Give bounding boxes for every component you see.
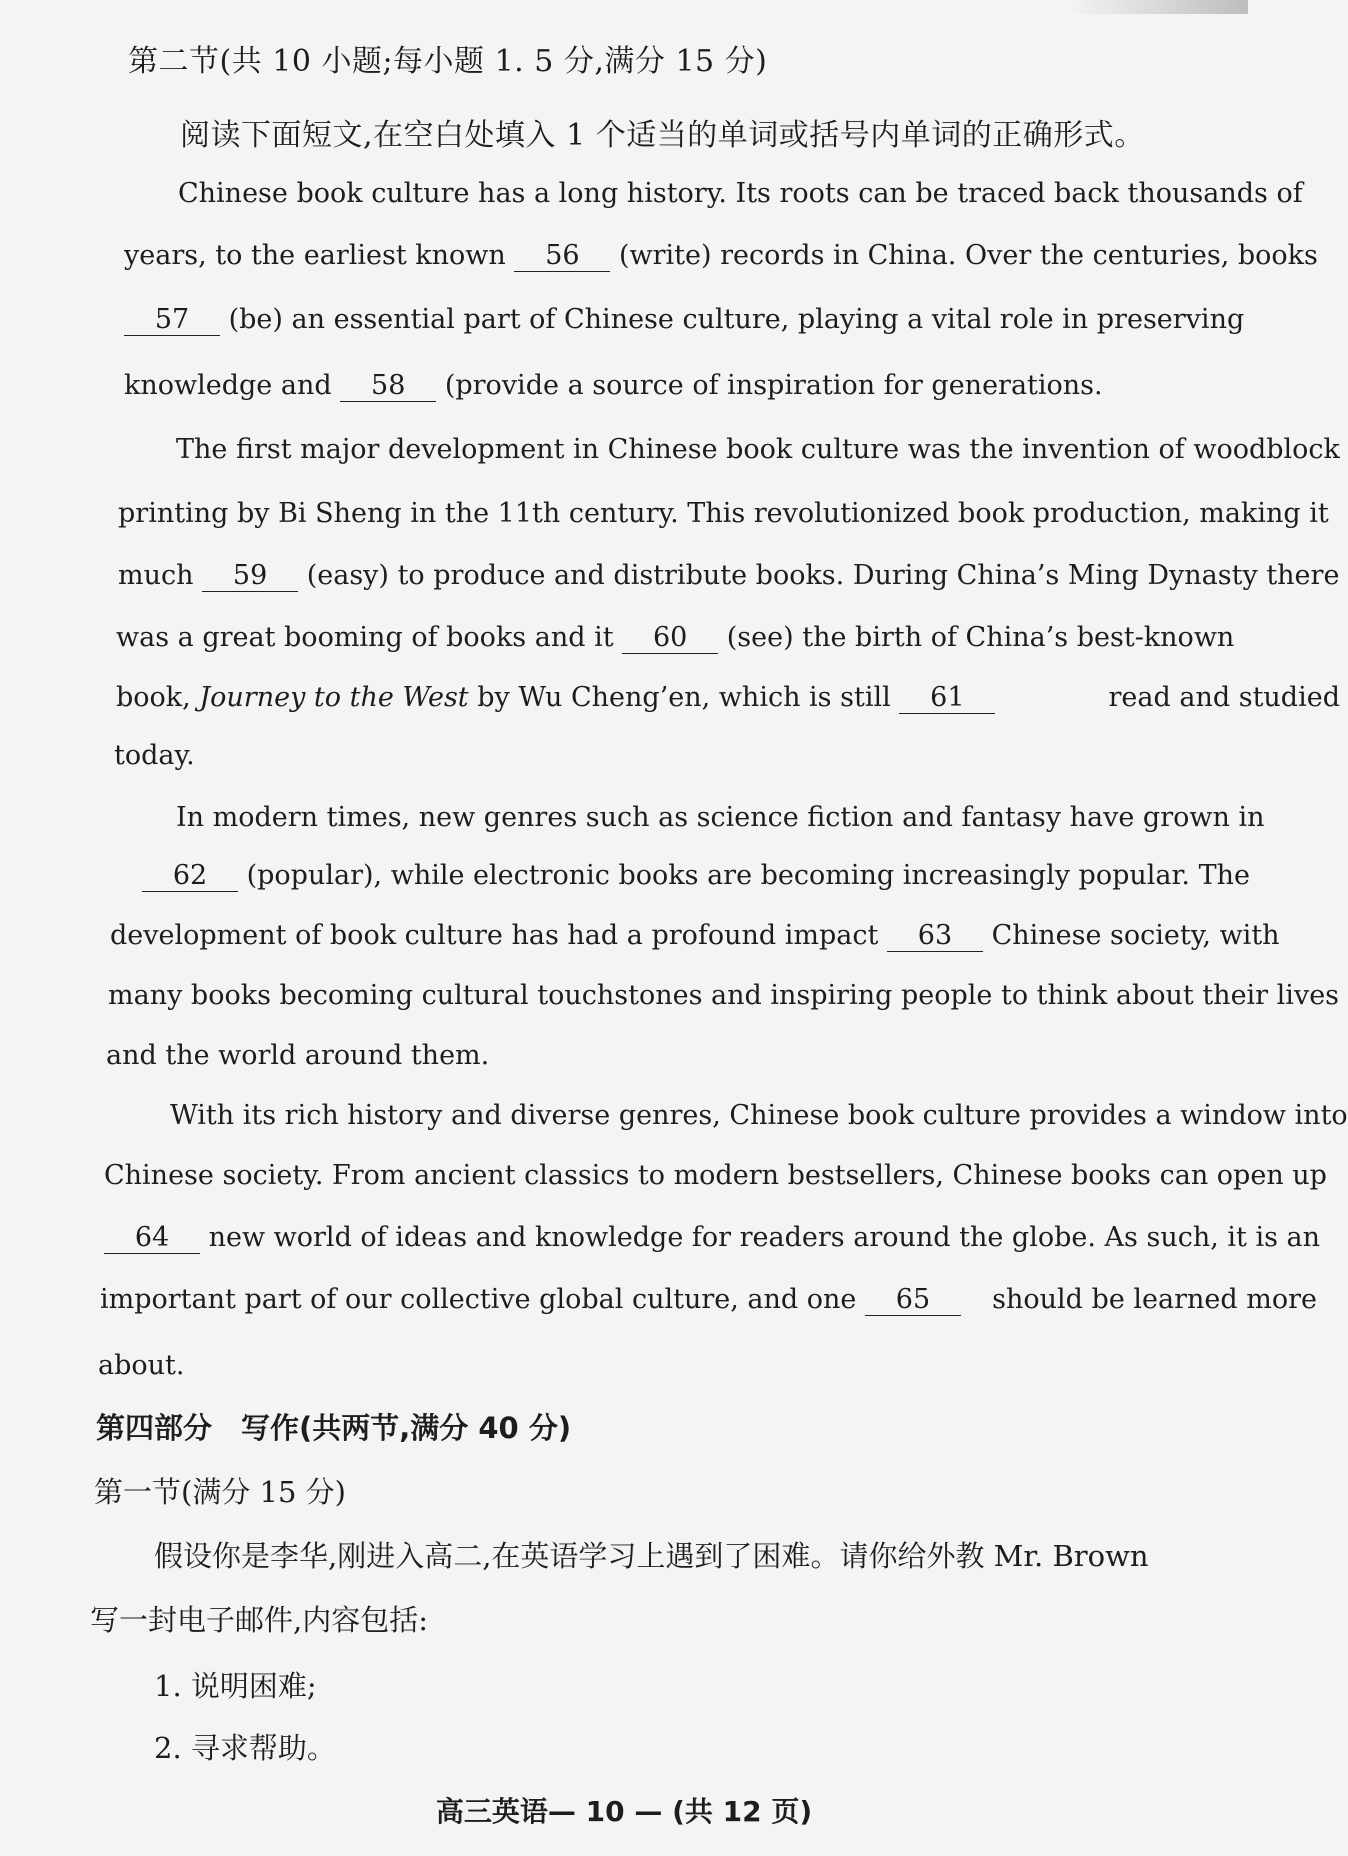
p2-line-2: printing by Bi Sheng in the 11th century. This revolutionized book production, making it: [118, 498, 1329, 529]
text: development of book culture has had a profound impact: [110, 920, 879, 951]
book-title: Journey to the West: [199, 682, 469, 713]
hint-provide: (provide: [444, 370, 559, 401]
p1-line-3: [124, 304, 1244, 336]
writing-item-2: 2. 寻求帮助。: [154, 1731, 336, 1765]
text: much: [118, 560, 194, 591]
blank-59[interactable]: 59: [202, 560, 298, 592]
section-heading: 第二节(共 10 小题;每小题 1. 5 分,满分 15 分): [128, 44, 768, 79]
text: to produce and distribute books. During China’s Ming Dynasty there: [397, 560, 1340, 591]
blank-58[interactable]: 58: [340, 370, 436, 402]
text: book,: [116, 682, 191, 713]
blank-63[interactable]: 63: [887, 920, 983, 952]
p3-line-4: many books becoming cultural touchstones and inspiring people to think about their lives: [108, 980, 1340, 1011]
hint-be: (be): [228, 304, 283, 335]
p4-line-1: With its rich history and diverse genres, Chinese book culture provides a window into: [170, 1100, 1348, 1131]
hint-easy: (easy): [306, 560, 389, 591]
text: Chinese society, with: [991, 920, 1280, 951]
text: new world of ideas and knowledge for readers around the globe. As such, it is an: [208, 1222, 1321, 1253]
p1-line-1: Chinese book culture has a long history. Its roots can be traced back thousands of: [178, 178, 1303, 209]
p4-line-3: [104, 1222, 1320, 1254]
p3-line-5: and the world around them.: [106, 1040, 490, 1071]
text: years, to the earliest known: [124, 240, 506, 271]
p4-line-4: [100, 1284, 1317, 1316]
blank-64[interactable]: 64: [104, 1222, 200, 1254]
p2-line-1: The first major development in Chinese book culture was the invention of woodblock: [176, 434, 1340, 465]
p4-line-2: Chinese society. From ancient classics to modern bestsellers, Chinese books can open up: [104, 1160, 1327, 1191]
p1-line-2: [124, 240, 1318, 272]
page-edge-shadow: [1068, 0, 1248, 14]
p2-line-6: today.: [114, 740, 195, 771]
blank-57[interactable]: 57: [124, 304, 220, 336]
text: important part of our collective global culture, and one: [100, 1284, 857, 1315]
blank-56[interactable]: 56: [514, 240, 610, 272]
writing-prompt-line-1: 假设你是李华,刚进入高二,在英语学习上遇到了困难。请你给外教 Mr. Brown: [154, 1539, 1149, 1573]
text: an essential part of Chinese culture, playing a vital role in preserving: [291, 304, 1245, 335]
text: read and studied: [1108, 682, 1340, 713]
p4-line-5: about.: [98, 1350, 185, 1381]
p1-line-4: [124, 370, 1103, 402]
blank-61[interactable]: 61: [899, 682, 995, 714]
text: records in China. Over the centuries, books: [720, 240, 1318, 271]
p2-line-3: [118, 560, 1339, 592]
page-footer: 高三英语— 10 — (共 12 页): [435, 1795, 813, 1828]
hint-write: (write): [618, 240, 712, 271]
p3-line-2: [142, 860, 1250, 892]
blank-62[interactable]: 62: [142, 860, 238, 892]
p3-line-1: In modern times, new genres such as science fiction and fantasy have grown in: [176, 802, 1265, 833]
blank-60[interactable]: 60: [622, 622, 718, 654]
text: by Wu Cheng’en, which is still: [477, 682, 891, 713]
hint-see: (see): [726, 622, 794, 653]
text: should be learned more: [992, 1284, 1317, 1315]
writing-item-1: 1. 说明困难;: [154, 1669, 317, 1703]
text: the birth of China’s best-known: [802, 622, 1235, 653]
p2-line-5: [116, 682, 1340, 714]
writing-prompt-line-2: 写一封电子邮件,内容包括:: [90, 1603, 428, 1637]
part-four-heading: 第四部分 写作(共两节,满分 40 分): [96, 1411, 572, 1445]
text: a source of inspiration for generations.: [567, 370, 1103, 401]
p2-line-4: [116, 622, 1234, 654]
p3-line-3: [110, 920, 1280, 952]
text: while electronic books are becoming increasingly popular. The: [390, 860, 1250, 891]
text: was a great booming of books and it: [116, 622, 614, 653]
blank-65[interactable]: 65: [865, 1284, 961, 1316]
writing-subsection-heading: 第一节(满分 15 分): [94, 1475, 346, 1509]
text: knowledge and: [124, 370, 332, 401]
instruction-text: 阅读下面短文,在空白处填入 1 个适当的单词或括号内单词的正确形式。: [180, 118, 1145, 153]
hint-popular: (popular),: [246, 860, 383, 891]
